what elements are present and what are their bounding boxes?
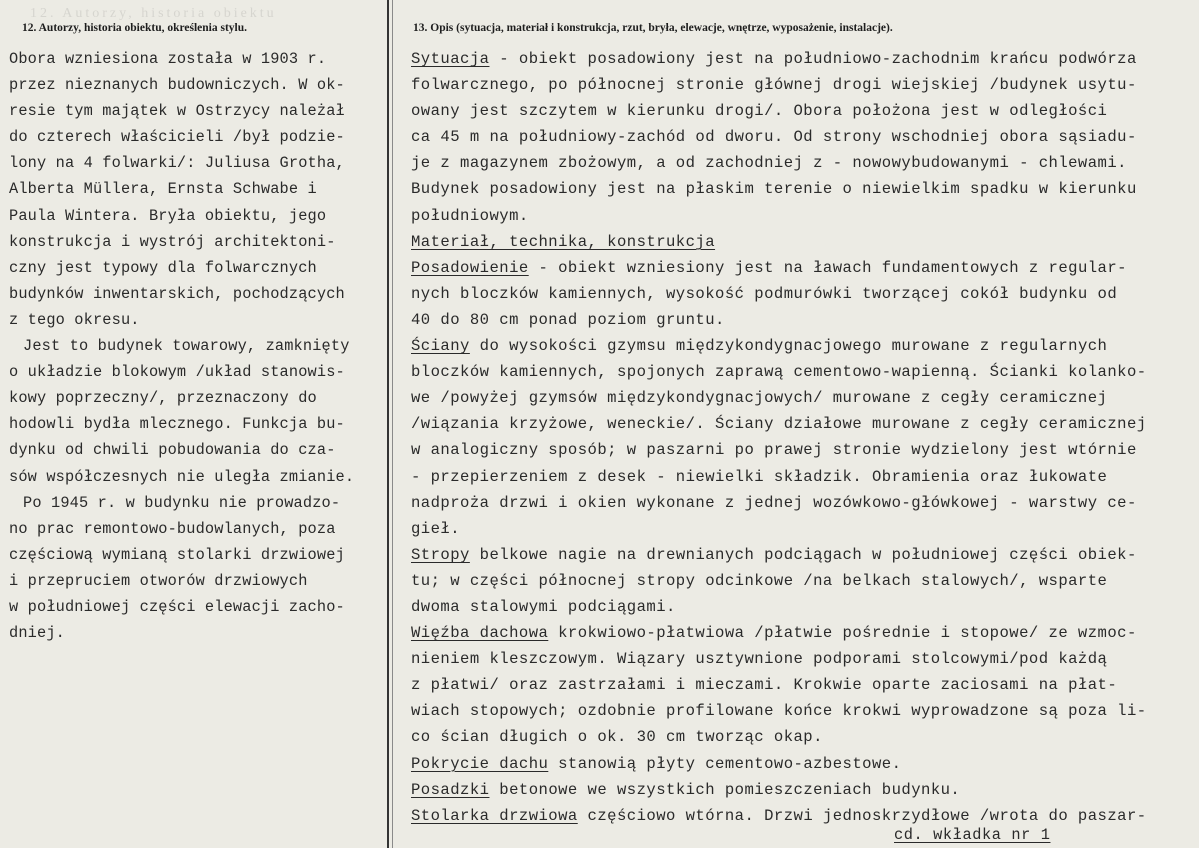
subheading: Materiał, technika, konstrukcja [411,232,716,251]
text-line [411,229,1197,255]
line-text: je z magazynem zbożowym, a od zachodniej z - nowowybudowanymi - chlewami. [411,154,1127,173]
line-text: - obiekt wzniesiony jest na ławach fundamentowych z regular- [528,258,1127,277]
line-text: budynków inwentarskich, pochodzących [9,284,345,303]
faded-header-text: 12. Autorzy, historia obiektu [30,6,277,21]
line-text: z płatwi/ oraz zastrzałami i mieczami. Krokwie oparte zaciosami na płat- [411,676,1118,695]
text-line [411,751,1197,777]
text-line [411,46,1197,72]
subheading: Stolarka drzwiowa [411,806,578,825]
text-line [9,490,387,516]
line-text: częściowo wtórna. Drzwi jednoskrzydłowe /wrota do paszar- [577,806,1147,825]
text-line [411,98,1197,124]
line-text: kowy poprzeczny/, przeznaczony do [9,389,317,408]
text-line [9,437,387,463]
text-line [9,307,387,333]
line-text: nych bloczków kamiennych, wysokość podmurówki tworzącej cokół budynku od [411,284,1118,303]
text-line [411,568,1197,594]
line-text: stanowią płyty cementowo-azbestowe. [548,754,902,773]
text-line [9,176,387,202]
line-text: we /powyżej gzymsów międzykondygnacjowych/ murowane z cegły ceramicznej [411,389,1108,408]
line-text: wiach stopowych; ozdobnie profilowane końce krokwi wyprowadzone są poza li- [411,702,1147,721]
text-line [9,281,387,307]
line-text: belkowe nagie na drewnianych podciągach w południowej części obiek- [469,545,1137,564]
subheading: Ściany [411,337,470,356]
text-line [411,385,1197,411]
section-13-header: 13. Opis (sytuacja, materiał i konstrukcja, rzut, bryła, elewacje, wnętrze, wyposażenie, instalacje). [413,22,893,34]
text-line [9,359,387,385]
text-line [9,620,387,646]
line-text: bloczków kamiennych, spojonych zaprawą cementowo-wapienną. Ścianki kolanko- [411,363,1147,382]
line-text: Alberta Müllera, Ernsta Schwabe i [9,180,317,199]
text-line [411,124,1197,150]
line-text: czny jest typowy dla folwarcznych [9,258,317,277]
text-line [411,516,1197,542]
subheading: Stropy [411,545,470,564]
text-line [9,72,387,98]
column-divider [387,0,389,848]
text-line [9,255,387,281]
subheading: Pokrycie dachu [411,754,549,773]
line-text: do czterech właścicieli /był podzie- [9,128,345,147]
text-line [411,542,1197,568]
line-text: o układzie blokowym /układ stanowis- [9,363,345,382]
line-text: częściową wymianą stolarki drzwiowej [9,545,345,564]
line-text: do wysokości gzymsu międzykondygnacjowego murowane z regularnych [469,337,1108,356]
text-line [9,568,387,594]
text-line [411,150,1197,176]
text-line [411,255,1197,281]
line-text: krokwiowo-płatwiowa /płatwie pośrednie i stopowe/ ze wzmoc- [548,624,1137,643]
text-line [9,98,387,124]
column-divider-secondary [392,0,393,848]
line-text: 40 do 80 cm ponad poziom gruntu. [411,310,725,329]
text-line [411,203,1197,229]
line-text: lony na 4 folwarki/: Juliusa Grotha, [9,154,345,173]
line-text: Paula Wintera. Bryła obiektu, jego [9,206,327,225]
line-text: hodowli bydła mlecznego. Funkcja bu- [9,415,345,434]
text-line [411,490,1197,516]
text-line [9,542,387,568]
line-text: Budynek posadowiony jest na płaskim terenie o niewielkim spadku w kierunku [411,180,1137,199]
line-text: dniej. [9,624,65,643]
text-line [9,203,387,229]
section-12-header: 12. Autorzy, historia obiektu, określenia stylu. [22,22,248,34]
text-line [9,124,387,150]
text-line [9,385,387,411]
line-text: Jest to budynek towarowy, zamknięty [23,337,350,356]
text-line [9,333,387,359]
text-line [9,150,387,176]
line-text: tu; w części północnej stropy odcinkowe /na belkach stalowych/, wsparte [411,571,1108,590]
subheading: Posadowienie [411,258,529,277]
line-text: gieł. [411,519,461,538]
line-text: dwoma stalowymi podciągami. [411,597,676,616]
line-text: Po 1945 r. w budynku nie prowadzo- [23,493,341,512]
authors-history-column [9,46,387,646]
line-text: co ścian długich o ok. 30 cm tworząc okap. [411,728,823,747]
line-text: - przepierzeniem z desek - niewielki składzik. Obramienia oraz łukowate [411,467,1108,486]
text-line [411,359,1197,385]
subheading: Więźba dachowa [411,624,549,643]
text-line [411,620,1197,646]
line-text: w południowej części elewacji zacho- [9,597,345,616]
text-line [411,437,1197,463]
text-line [9,229,387,255]
line-text: betonowe we wszystkich pomieszczeniach budynku. [489,780,961,799]
text-line [411,672,1197,698]
text-line [411,333,1197,359]
line-text: /wiązania krzyżowe, weneckie/. Ściany działowe murowane z cegły ceramicznej [411,415,1147,434]
text-line [9,46,387,72]
line-text: sów współczesnych nie uległa zmianie. [9,467,355,486]
line-text: - obiekt posadowiony jest na południowo-zachodnim krańcu podwórza [489,50,1137,68]
text-line [9,411,387,437]
line-text: owany jest szczytem w kierunku drogi/. Obora położona jest w odległości [411,102,1108,121]
line-text: nadproża drzwi i okien wykonane z jednej wozówkowo-główkowej - warstwy ce- [411,493,1137,512]
line-text: Obora wzniesiona została w 1903 r. [9,50,327,68]
line-text: folwarcznego, po północnej stronie głównej drogi wiejskiej /budynek usytu- [411,76,1137,95]
text-line [411,646,1197,672]
line-text: ca 45 m na południowy-zachód od dworu. Od strony wschodniej obora sąsiadu- [411,128,1137,147]
text-line [9,464,387,490]
text-line [9,516,387,542]
line-text: no prac remontowo-budowlanych, poza [9,519,336,538]
description-column [411,46,1197,829]
text-line [411,594,1197,620]
text-line [411,411,1197,437]
line-text: dynku od chwili pobudowania do cza- [9,441,336,460]
text-line [411,281,1197,307]
subheading: Sytuacja [411,50,490,68]
text-line [411,72,1197,98]
line-text: w analogiczny sposób; w paszarni po prawej stronie wydzielony jest wtórnie [411,441,1137,460]
text-line [9,594,387,620]
continuation-reference: cd. wkładka nr 1 [894,826,1051,844]
text-line [411,724,1197,750]
text-line [411,464,1197,490]
text-line [411,307,1197,333]
line-text: południowym. [411,206,529,225]
line-text: nieniem kleszczowym. Wiązary usztywnione podporami stolcowymi/pod każdą [411,650,1108,669]
text-line [411,698,1197,724]
text-line [411,777,1197,803]
line-text: przez nieznanych budowniczych. W ok- [9,76,345,95]
subheading: Posadzki [411,780,490,799]
text-line [411,176,1197,202]
line-text: konstrukcja i wystrój architektoni- [9,232,336,251]
line-text: i przepruciem otworów drzwiowych [9,571,308,590]
line-text: z tego okresu. [9,310,140,329]
text-line [411,803,1197,829]
line-text: resie tym majątek w Ostrzycy należał [9,102,345,121]
